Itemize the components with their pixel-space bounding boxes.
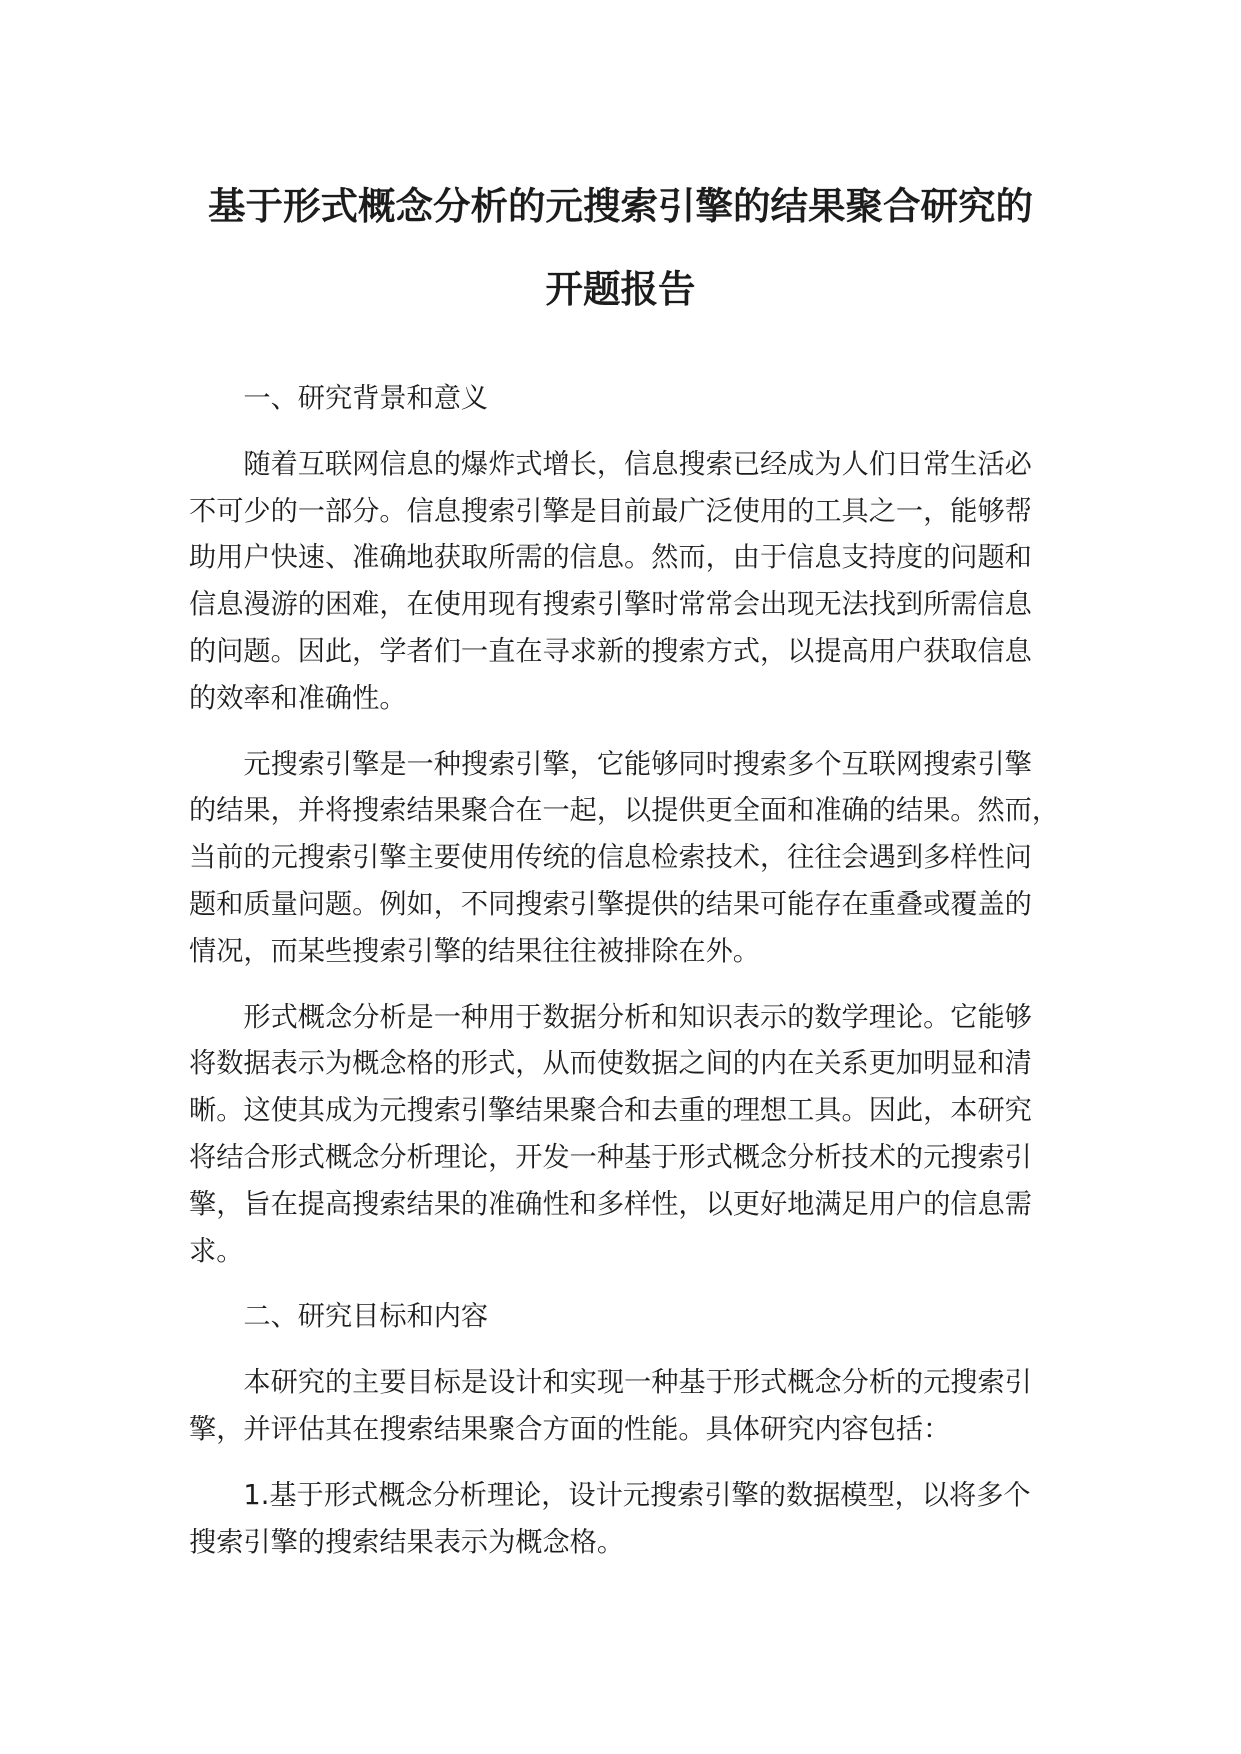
paragraph-line: 将结合形式概念分析理论，开发一种基于形式概念分析技术的元搜索引 <box>189 1141 1032 1173</box>
paragraph-line: 擎，旨在提高搜索结果的准确性和多样性，以更好地满足用户的信息需 <box>189 1188 1032 1220</box>
paragraph <box>189 742 1241 976</box>
section-heading: 二、研究目标和内容 <box>243 1301 489 1333</box>
paragraph-line: 将数据表示为概念格的形式，从而使数据之间的内在关系更加明显和清 <box>189 1048 1032 1080</box>
paragraph-line: 1.基于形式概念分析理论，设计元搜索引擎的数据模型，以将多个 <box>243 1479 1031 1511</box>
paragraph <box>189 1360 1241 1454</box>
paragraph-line: 本研究的主要目标是设计和实现一种基于形式概念分析的元搜索引 <box>243 1367 1032 1399</box>
paragraph-line: 的效率和准确性。 <box>189 682 407 714</box>
paragraph-line: 的问题。因此，学者们一直在寻求新的搜索方式，以提高用户获取信息 <box>189 635 1032 667</box>
title-line: 基于形式概念分析的元搜索引擎的结果聚合研究的 <box>208 184 1033 228</box>
paragraph-line: 擎，并评估其在搜索结果聚合方面的性能。具体研究内容包括： <box>189 1413 951 1445</box>
paragraph-line: 不可少的一部分。信息搜索引擎是目前最广泛使用的工具之一，能够帮 <box>189 495 1032 527</box>
title-line: 开题报告 <box>545 267 696 311</box>
paragraph <box>189 442 1241 723</box>
paragraph-line: 题和质量问题。例如，不同搜索引擎提供的结果可能存在重叠或覆盖的 <box>189 888 1032 920</box>
paragraph-line: 情况，而某些搜索引擎的结果往往被排除在外。 <box>189 935 760 967</box>
paragraph-line: 求。 <box>189 1235 244 1267</box>
paragraph-line: 晰。这使其成为元搜索引擎结果聚合和去重的理想工具。因此，本研究 <box>189 1095 1032 1127</box>
section-heading: 一、研究背景和意义 <box>243 383 489 414</box>
paragraph-line: 助用户快速、准确地获取所需的信息。然而，由于信息支持度的问题和 <box>189 542 1032 574</box>
paragraph <box>189 1473 1241 1567</box>
paragraph-line: 随着互联网信息的爆炸式增长，信息搜索已经成为人们日常生活必 <box>243 448 1032 480</box>
document-body <box>0 376 1241 1566</box>
paragraph-line: 形式概念分析是一种用于数据分析和知识表示的数学理论。它能够 <box>243 1001 1032 1033</box>
paragraph-line: 搜索引擎的搜索结果表示为概念格。 <box>189 1526 625 1558</box>
paragraph-line: 元搜索引擎是一种搜索引擎，它能够同时搜索多个互联网搜索引擎 <box>243 748 1032 780</box>
document-title <box>0 0 1241 331</box>
paragraph <box>189 995 1241 1276</box>
paragraph-line: 当前的元搜索引擎主要使用传统的信息检索技术，往往会遇到多样性问 <box>189 842 1032 874</box>
paragraph-line: 的结果，并将搜索结果聚合在一起，以提供更全面和准确的结果。然而， <box>189 795 1060 827</box>
paragraph-line: 信息漫游的困难，在使用现有搜索引擎时常常会出现无法找到所需信息 <box>189 589 1032 621</box>
